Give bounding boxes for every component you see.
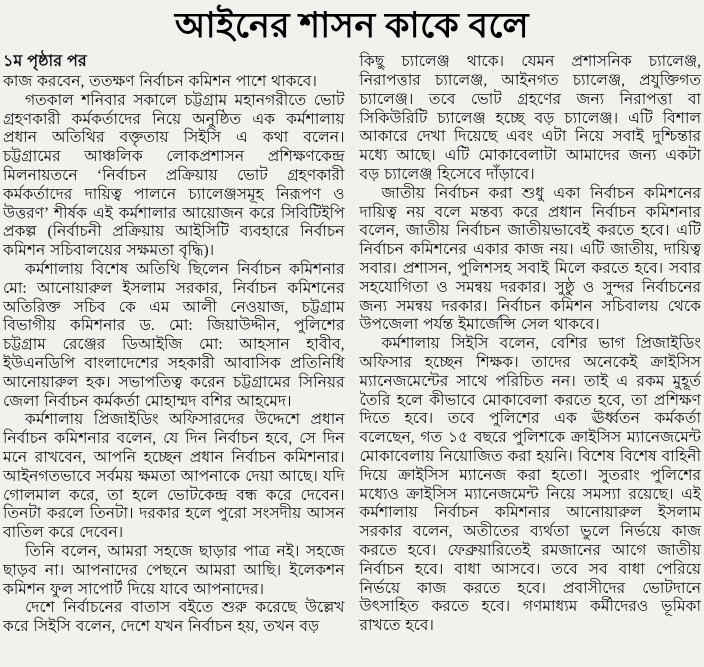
article-paragraph: দেশে নির্বাচনের বাতাস বইতে শুরু করেছে উল্লেখ করে সিইসি বলেন, দেশে যখন নির্বাচন হয়, তখন বড় xyxy=(3,599,345,636)
article-columns xyxy=(3,53,701,637)
continued-from-page-label: ১ম পৃষ্ঠার পর xyxy=(3,53,87,71)
article-paragraph: তিনি বলেন, আমরা সহজে ছাড়ার পাত্র নই। সহজে ছাড়ব না। আপনাদের পেছনে আমরা আছি। ইলেকশন কমিশন ফুল সাপোর্ট দিয়ে যাবে আপনাদের। xyxy=(3,542,345,598)
article-paragraph: কিছু চ্যালেঞ্জ থাকে। যেমন প্রশাসনিক চ্যালেঞ্জ, নিরাপত্তার চ্যালেঞ্জ, আইনগত চ্যালেঞ্জ, প্রযুক্তিগত চ্যালেঞ্জ। তবে ভোট গ্রহণের জন্য নিরাপত্তা বা সিকিউরিটি চ্যালেঞ্জ হচ্ছে বড় চ্যালেঞ্জ। এটি বিশাল আকারে দেখা দিয়েছে এবং এটা নিয়ে সবাই দুশ্চিন্তার মধ্যে আছে। এটি মোকাবেলাটা আমাদের জন্য একটা বড় চ্যালেঞ্জ হিসেবে দাঁড়াবে। xyxy=(359,53,701,183)
article-paragraph: কর্মশালায় সিইসি বলেন, বেশির ভাগ প্রিজাইডিং অফিসার হচ্ছেন শিক্ষক। তাদের অনেকেই ক্রাইসিস ম্যানেজমেন্টের সাথে পরিচিত নন। তাই এ রকম মুহূর্ত তৈরি হলে কীভাবে মোকাবেলা করতে হবে, তা প্রশিক্ষণ দিতে হবে। তবে পুলিশের এক ঊর্ধ্বতন কর্মকর্তা বলেছেন, গত ১৫ বছরে পুলিশকে ক্রাইসিস ম্যানেজমেন্ট মোকাবেলায় নিয়োজিত করা হয়নি। বিশেষ বিশেষ বাহিনী দিয়ে ক্রাইসিস ম্যানেজ করা হতো। সুতরাং পুলিশের মধ্যেও ক্রাইসিস ম্যানেজমেন্ট নিয়ে সমস্যা রয়েছে। এই কর্মশালায় নির্বাচন কমিশনার আনোয়ারুল ইসলাম সরকার বলেন, অতীতের ব্যর্থতা ভুলে নির্ভয়ে কাজ করতে হবে। ফেব্রুয়ারিতেই রমজানের আগে জাতীয় নির্বাচন হবে। বাধা আসবে। তবে সব বাধা পেরিয়ে নির্ভয়ে কাজ করতে হবে। প্রবাসীদের ভোটদানে উৎসাহিত করতে হবে। গণমাধ্যম কর্মীদেরও ভূমিকা রাখতে হবে। xyxy=(359,335,701,635)
left-column xyxy=(3,53,345,637)
right-column xyxy=(360,53,702,637)
article-paragraph: কর্মশালায় বিশেষ অতিথি ছিলেন নির্বাচন কমিশনার মো: আনোয়ারুল ইসলাম সরকার, নির্বাচন কমিশনের অতিরিক্ত সচিব কে এম আলী নেওয়াজ, চট্টগ্রাম বিভাগীয় কমিশনার ড. মো: জিয়াউদ্দীন, পুলিশের চট্টগ্রাম রেঞ্জের ডিআইজি মো: আহসান হাবীব, ইউএনডিপি বাংলাদেশের সহকারী আবাসিক প্রতিনিধি আনোয়ারুল হক। সভাপতিত্ব করেন চট্টগ্রামের সিনিয়র জেলা নির্বাচন কর্মকর্তা মোহাম্মদ বশির আহমেদ। xyxy=(3,260,345,410)
left-column-paragraphs xyxy=(3,73,345,637)
article-paragraph: কর্মশালায় প্রিজাইডিং অফিসারদের উদ্দেশে প্রধান নির্বাচন কমিশনার বলেন, যে দিন নির্বাচন হবে, সে দিন মনে রাখবেন, আপনি হচ্ছেন প্রধান নির্বাচন কমিশনার। আইনগতভাবে সর্বময় ক্ষমতা আপনাকে দেয়া আছে। যদি গোলমাল করে, তা হলে ভোটকেন্দ্র বন্ধ করে দেবেন। তিনটা করলে তিনটা। দরকার হলে পুরো সংসদীয় আসন বাতিল করে দেবেন। xyxy=(3,411,345,542)
article-paragraph: জাতীয় নির্বাচন করা শুধু একা নির্বাচন কমিশনের দায়িত্ব নয় বলে মন্তব্য করে প্রধান নির্বাচন কমিশনার বলেন, জাতীয় নির্বাচন জাতীয়ভাবেই করতে হবে। এটি নির্বাচন কমিশনের একার কাজ নয়। এটি জাতীয়, দায়িত্ব সবার। প্রশাসন, পুলিশসহ সবাই মিলে করতে হবে। সবার সহযোগিতা ও সমন্বয় দরকার। সুষ্ঠু ও সুন্দর নির্বাচনের জন্য সমন্বয় দরকার। নির্বাচন কমিশন সচিবালয় থেকে উপজেলা পর্যন্ত ইমার্জেন্সি সেল থাকবে। xyxy=(359,184,701,334)
article-headline: আইনের শাসন কাকে বলে xyxy=(174,6,530,45)
right-column-paragraphs xyxy=(360,53,702,636)
article-paragraph: কাজ করবেন, ততক্ষণ নির্বাচন কমিশন পাশে থাকবে। xyxy=(3,72,317,90)
article-paragraph: গতকাল শনিবার সকালে চট্টগ্রাম মহানগরীতে ভোট গ্রহণকারী কর্মকর্তাদের নিয়ে অনুষ্ঠিত এক কর্মশালায় প্রধান অতিথির বক্তৃতায় সিইসি এ কথা বলেন। চট্টগ্রামের আঞ্চলিক লোকপ্রশাসন প্রশিক্ষণকেন্দ্র মিলনায়তনে ‘নির্বাচন প্রক্রিয়ায় ভোট গ্রহণকারী কর্মকর্তাদের দায়িত্ব পালনে চ্যালেঞ্জসমূহ নিরূপণ ও উত্তরণ’ শীর্ষক এই কর্মশালার আয়োজন করে সিবিটিইপি প্রকল্প (নির্বাচনী প্রক্রিয়ায় আইসিটি ব্যবহারে নির্বাচন কমিশন সচিবালয়ের সক্ষমতা বৃদ্ধি)। xyxy=(3,91,345,260)
